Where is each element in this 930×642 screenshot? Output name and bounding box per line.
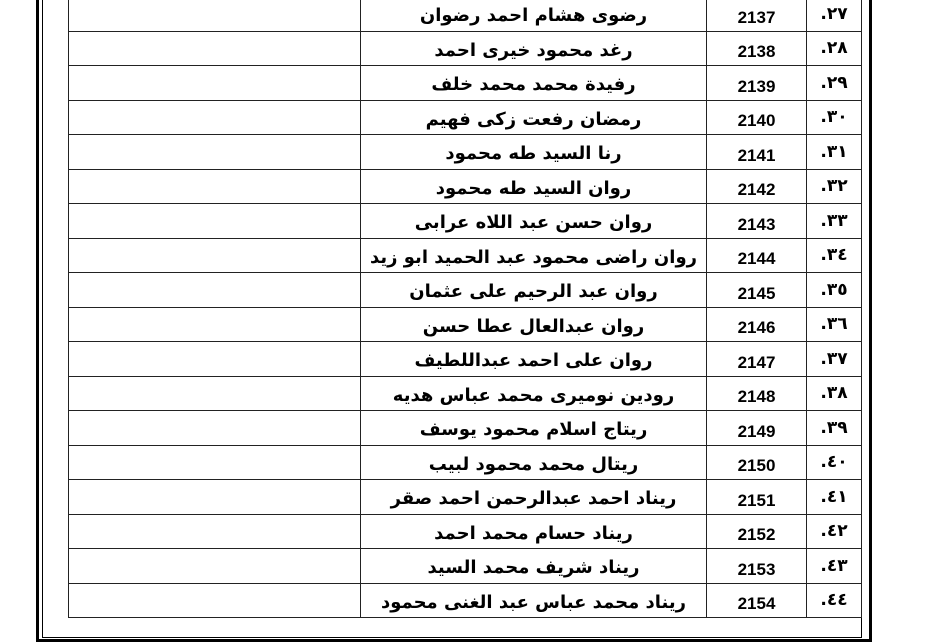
blank-cell xyxy=(69,238,361,273)
roster-body xyxy=(69,0,862,618)
table-row xyxy=(69,135,862,170)
blank-cell xyxy=(69,376,361,411)
student-name-cell: رمضان رفعت زكى فهيم xyxy=(361,100,707,135)
blank-cell xyxy=(69,583,361,618)
row-number-cell: ٤١. xyxy=(807,480,862,515)
table-row xyxy=(69,549,862,584)
row-number-cell: ٣٧. xyxy=(807,342,862,377)
row-number-cell: ٤٣. xyxy=(807,549,862,584)
student-code-cell: 2149 xyxy=(707,411,807,446)
table-row xyxy=(69,307,862,342)
student-code-cell: 2139 xyxy=(707,66,807,101)
table-row xyxy=(69,583,862,618)
student-code-cell: 2148 xyxy=(707,376,807,411)
student-name-cell: ريناد حسام محمد احمد xyxy=(361,514,707,549)
blank-cell xyxy=(69,0,361,31)
student-code-cell: 2142 xyxy=(707,169,807,204)
student-code-cell: 2150 xyxy=(707,445,807,480)
row-number-cell: ٢٧. xyxy=(807,0,862,31)
student-name-cell: روان عبدالعال عطا حسن xyxy=(361,307,707,342)
student-name-cell: روان على احمد عبداللطيف xyxy=(361,342,707,377)
row-number-cell: ٣٤. xyxy=(807,238,862,273)
student-code-cell: 2152 xyxy=(707,514,807,549)
student-code-cell: 2146 xyxy=(707,307,807,342)
blank-cell xyxy=(69,273,361,308)
student-name-cell: رفيدة محمد محمد خلف xyxy=(361,66,707,101)
student-name-cell: روان عبد الرحيم على عثمان xyxy=(361,273,707,308)
student-name-cell: رغد محمود خيرى احمد xyxy=(361,31,707,66)
student-name-cell: ريتال محمد محمود لبيب xyxy=(361,445,707,480)
table-row xyxy=(69,514,862,549)
student-name-cell: رودين نوميرى محمد عباس هديه xyxy=(361,376,707,411)
row-number-cell: ٣٢. xyxy=(807,169,862,204)
blank-cell xyxy=(69,66,361,101)
student-code-cell: 2151 xyxy=(707,480,807,515)
student-code-cell: 2140 xyxy=(707,100,807,135)
row-number-cell: ٤٠. xyxy=(807,445,862,480)
student-name-cell: ريناد شريف محمد السيد xyxy=(361,549,707,584)
row-number-cell: ٣١. xyxy=(807,135,862,170)
student-roster-table xyxy=(68,0,862,618)
blank-cell xyxy=(69,445,361,480)
student-name-cell: رضوى هشام احمد رضوان xyxy=(361,0,707,31)
student-code-cell: 2137 xyxy=(707,0,807,31)
table-row xyxy=(69,0,862,31)
blank-cell xyxy=(69,342,361,377)
blank-cell xyxy=(69,411,361,446)
blank-cell xyxy=(69,31,361,66)
blank-cell xyxy=(69,549,361,584)
table-row xyxy=(69,100,862,135)
table-row xyxy=(69,169,862,204)
row-number-cell: ٣٩. xyxy=(807,411,862,446)
blank-cell xyxy=(69,135,361,170)
row-number-cell: ٤٤. xyxy=(807,583,862,618)
student-code-cell: 2154 xyxy=(707,583,807,618)
table-row xyxy=(69,66,862,101)
student-name-cell: روان حسن عبد اللاه عرابى xyxy=(361,204,707,239)
student-name-cell: ريناد محمد عباس عبد الغنى محمود xyxy=(361,583,707,618)
student-code-cell: 2141 xyxy=(707,135,807,170)
table-row xyxy=(69,273,862,308)
table-row xyxy=(69,342,862,377)
blank-cell xyxy=(69,204,361,239)
blank-cell xyxy=(69,480,361,515)
student-code-cell: 2144 xyxy=(707,238,807,273)
row-number-cell: ٣٨. xyxy=(807,376,862,411)
student-code-cell: 2143 xyxy=(707,204,807,239)
student-code-cell: 2153 xyxy=(707,549,807,584)
student-name-cell: ريناد احمد عبدالرحمن احمد صقر xyxy=(361,480,707,515)
row-number-cell: ٣٠. xyxy=(807,100,862,135)
row-number-cell: ٢٨. xyxy=(807,31,862,66)
student-code-cell: 2138 xyxy=(707,31,807,66)
table-row xyxy=(69,376,862,411)
row-number-cell: ٣٥. xyxy=(807,273,862,308)
table-row xyxy=(69,31,862,66)
row-number-cell: ٤٢. xyxy=(807,514,862,549)
student-code-cell: 2147 xyxy=(707,342,807,377)
row-number-cell: ٢٩. xyxy=(807,66,862,101)
row-number-cell: ٣٣. xyxy=(807,204,862,239)
row-number-cell: ٣٦. xyxy=(807,307,862,342)
table-row xyxy=(69,238,862,273)
blank-cell xyxy=(69,169,361,204)
blank-cell xyxy=(69,100,361,135)
blank-cell xyxy=(69,514,361,549)
blank-cell xyxy=(69,307,361,342)
table-row xyxy=(69,411,862,446)
table-row xyxy=(69,480,862,515)
student-code-cell: 2145 xyxy=(707,273,807,308)
student-name-cell: روان راضى محمود عبد الحميد ابو زيد xyxy=(361,238,707,273)
student-name-cell: ريتاج اسلام محمود يوسف xyxy=(361,411,707,446)
student-name-cell: رنا السيد طه محمود xyxy=(361,135,707,170)
table-row xyxy=(69,445,862,480)
table-row xyxy=(69,204,862,239)
student-name-cell: روان السيد طه محمود xyxy=(361,169,707,204)
